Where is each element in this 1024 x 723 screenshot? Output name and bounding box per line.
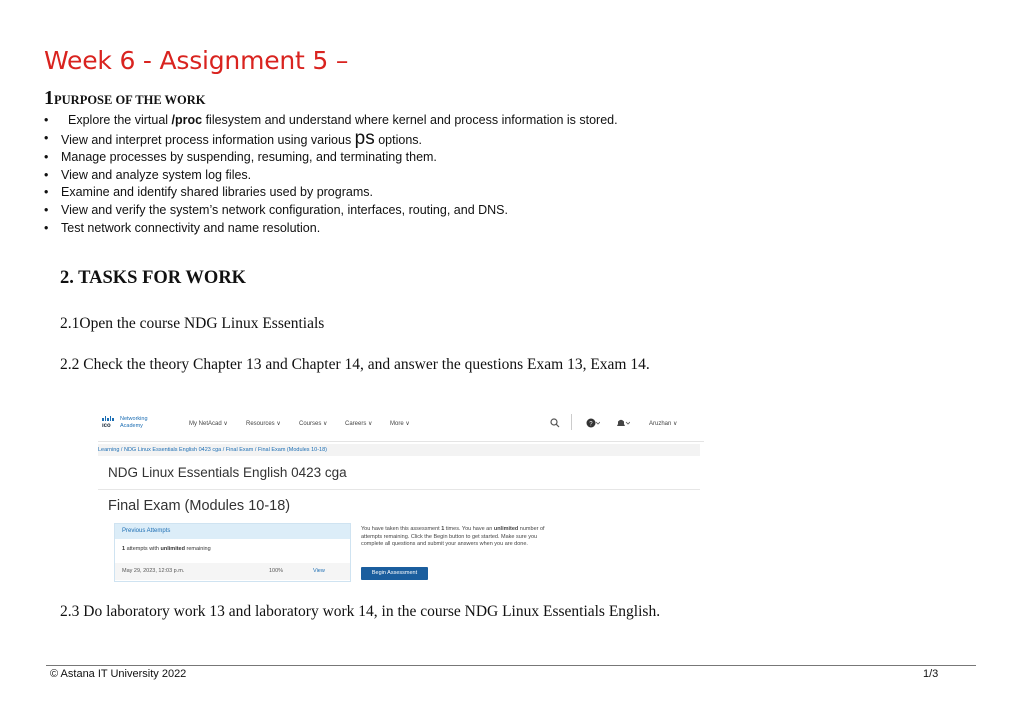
- attempt-date: May 29, 2023, 12:03 p.m.: [122, 568, 185, 574]
- list-item: • Manage processes by suspending, resuming, and terminating them.: [44, 149, 944, 167]
- previous-attempts-panel: [114, 523, 351, 582]
- footer-copyright: © Astana IT University 2022: [50, 668, 187, 680]
- nav-my-netacad: My NetAcad ∨: [189, 421, 228, 427]
- list-item: • Explore the virtual /proc filesystem and understand where kernel and process information is stored.: [44, 112, 944, 130]
- attempt-score: 100%: [269, 568, 284, 574]
- list-item: • View and analyze system log files.: [44, 167, 944, 185]
- attempt-view-link: View: [313, 568, 325, 574]
- attempt-row: [115, 563, 350, 580]
- user-menu: Aruzhan ∨: [649, 421, 678, 427]
- nav-careers: Careers ∨: [345, 421, 373, 427]
- list-item: • Test network connectivity and name resolution.: [44, 220, 944, 238]
- previous-attempts-header: Previous Attempts: [115, 524, 350, 539]
- purpose-list: [44, 112, 944, 237]
- nav-more: More ∨: [390, 421, 410, 427]
- task-1: 2.1Open the course NDG Linux Essentials: [60, 315, 325, 332]
- cisco-logo-icon: [102, 416, 114, 421]
- section-purpose-heading: [44, 87, 206, 110]
- list-item: • Examine and identify shared libraries used by programs.: [44, 184, 944, 202]
- logo-text: ıco: [102, 423, 111, 429]
- task-3: 2.3 Do laboratory work 13 and laboratory work 14, in the course NDG Linux Essentials English.: [60, 603, 661, 620]
- nav-courses: Courses ∨: [299, 421, 328, 427]
- section-label: PURPOSE OF THE WORK: [54, 93, 206, 107]
- list-item: • View and verify the system’s network configuration, interfaces, routing, and DNS.: [44, 202, 944, 220]
- attempts-summary: 1 attempts with unlimited remaining: [122, 546, 211, 552]
- tasks-heading: 2. TASKS FOR WORK: [60, 268, 247, 288]
- nav-resources: Resources ∨: [246, 421, 281, 427]
- page-number: 1/3: [923, 668, 939, 680]
- bell-icon: [616, 418, 630, 428]
- screenshot-navbar: [98, 405, 704, 442]
- help-icon: [586, 418, 600, 428]
- section-number: 1: [44, 87, 54, 109]
- search-icon: [550, 418, 560, 428]
- svg-text:?: ?: [589, 421, 593, 428]
- list-item: • View and interpret process information using various ps options.: [44, 130, 944, 150]
- academy-name: Networking Academy: [120, 416, 148, 429]
- footer-divider: [46, 665, 976, 666]
- course-screenshot: [98, 405, 704, 590]
- course-title: NDG Linux Essentials English 0423 cga: [108, 465, 347, 480]
- task-2: 2.2 Check the theory Chapter 13 and Chapter 14, and answer the questions Exam 13, Exam 14.: [60, 356, 650, 373]
- begin-assessment-button: Begin Assessment: [361, 567, 428, 580]
- assessment-info: You have taken this assessment 1 times. You have an unlimited number of attempts remaining. Click the Begin button to get started. Make sure you complete all questions and submit your answers when you are done.: [361, 526, 545, 548]
- breadcrumb: Learning / NDG Linux Essentials English 0423 cga / Final Exam / Final Exam (Modules 10-18): [98, 444, 700, 456]
- page-title: Week 6 - Assignment 5 –: [44, 46, 349, 75]
- exam-title: Final Exam (Modules 10-18): [108, 498, 291, 514]
